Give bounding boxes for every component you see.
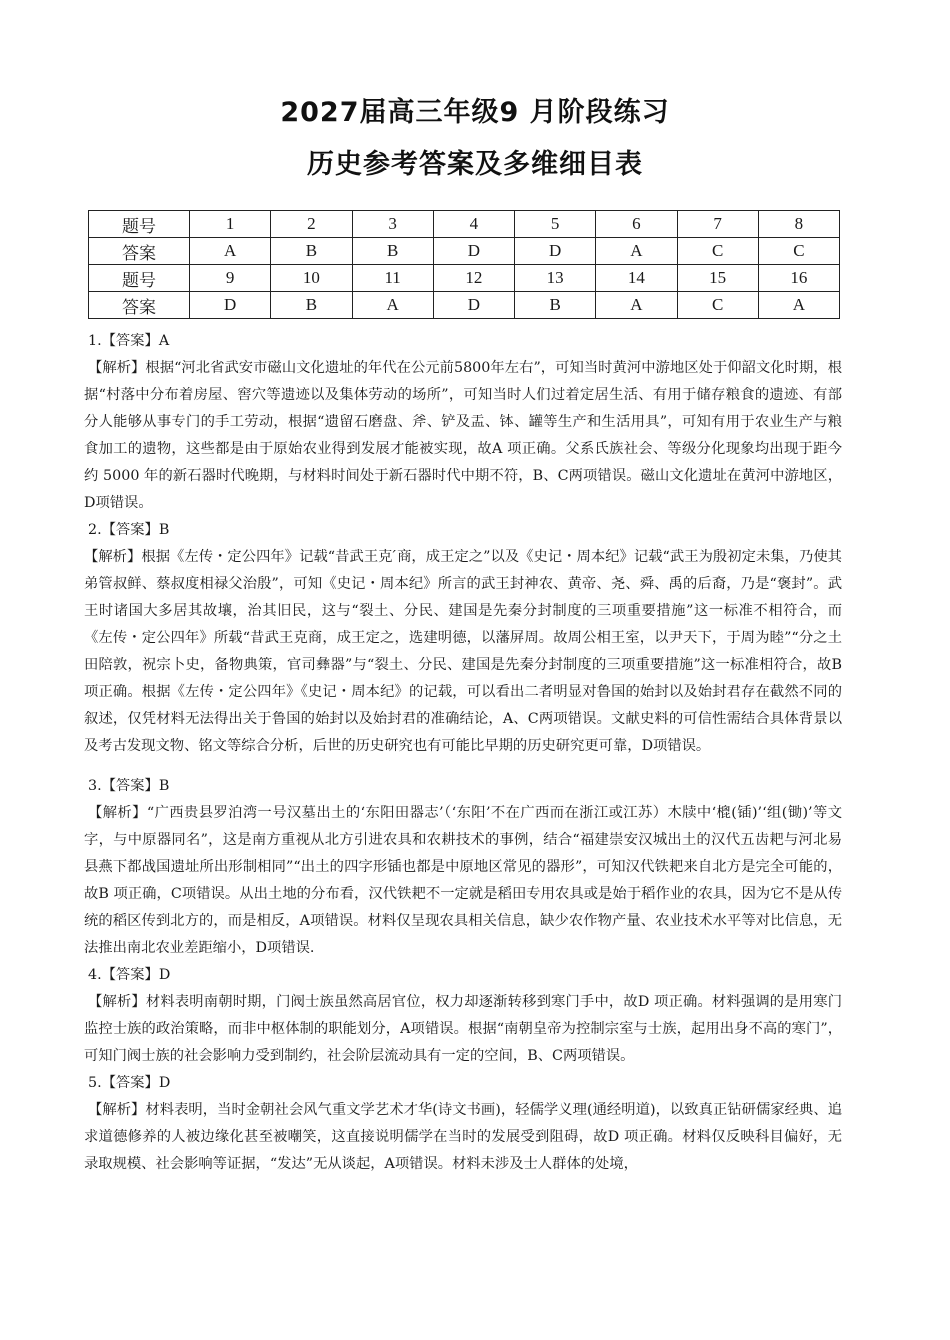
page-title-line2: 历史参考答案及多维细目表 xyxy=(307,149,643,180)
answer-cell: C xyxy=(677,238,758,265)
answer-cell: A xyxy=(596,292,677,319)
question-item-1 xyxy=(84,328,842,517)
question-item-5 xyxy=(84,1070,842,1178)
question-number: 14 xyxy=(596,265,677,292)
question-item-4 xyxy=(84,962,842,1070)
answer-table xyxy=(88,210,840,319)
question-number: 3 xyxy=(352,211,433,238)
answer-cell: C xyxy=(758,238,839,265)
answer-cell: B xyxy=(515,292,596,319)
answer-cell: D xyxy=(433,238,514,265)
question-number: 6 xyxy=(596,211,677,238)
question-number: 5 xyxy=(515,211,596,238)
answer-cell: A xyxy=(190,238,271,265)
table-row xyxy=(89,238,840,265)
explanation-paragraph: 【解析】根据“河北省武安市磁山文化遗址的年代在公元前5800年左右”，可知当时黄河中游地区处于仰韶文化时期，根据“村落中分布着房屋、窖穴等遗迹以及集体劳动的场所”，可知当时人们过着定居生活、有用于储存粮食的遗迹、有部分人能够从事专门的手工劳动，根据“遗留石磨盘、斧、铲及盂、钵、罐等生产和生活用具”，可知有用于农业生产与粮食加工的遗物，这些都是由于原始农业得到发展才能被实现，故A 项正确。父系氏族社会、等级分化现象均出现于距今约 5000 年的新石器时代晚期，与材料时间处于新石器时代中期不符，B、C两项错误。磁山文化遗址在黄河中游地区，D项错误。 xyxy=(84,360,842,511)
question-number: 12 xyxy=(433,265,514,292)
table-row xyxy=(89,211,840,238)
question-label: 题号 xyxy=(89,211,190,238)
answer-explanations xyxy=(84,328,842,1178)
answer-line: 3.【答案】B xyxy=(88,778,170,794)
question-item-3 xyxy=(84,773,842,962)
answer-cell: B xyxy=(271,238,352,265)
section-gap xyxy=(84,760,842,773)
question-number: 7 xyxy=(677,211,758,238)
explanation-paragraph: 【解析】材料表明南朝时期，门阀士族虽然高居官位，权力却逐渐转移到寒门手中，故D 项正确。材料强调的是用寒门监控士族的政治策略，而非中枢体制的职能划分，A项错误。根据“南朝皇帝为控制宗室与士族，起用出身不高的寒门”，可知门阀士族的社会影响力受到制约，社会阶层流动具有一定的空间，B、C两项错误。 xyxy=(84,994,842,1064)
answer-line: 4.【答案】D xyxy=(88,967,171,983)
answer-cell: C xyxy=(677,292,758,319)
answer-label: 答案 xyxy=(89,292,190,319)
question-number: 11 xyxy=(352,265,433,292)
answer-label: 答案 xyxy=(89,238,190,265)
table-row xyxy=(89,292,840,319)
question-number: 15 xyxy=(677,265,758,292)
question-label: 题号 xyxy=(89,265,190,292)
answer-cell: D xyxy=(515,238,596,265)
table-row xyxy=(89,265,840,292)
page-title-line1: 2027届高三年级9 月阶段练习 xyxy=(280,97,670,128)
explanation-paragraph: 【解析】“广西贵县罗泊湾一号汉墓出土的‘东阳田器志’（‘东阳’不在广西而在浙江或江苏）木牍中‘㮰(锸)’‘组(锄)’等文字，与中原器同名”，这是南方重视从北方引进农具和农耕技术的事例，结合“福建崇安汉城出土的汉代五齿耙与河北易县燕下都战国遗址所出形制相同”“出土的四字形锸也都是中原地区常见的器形”，可知汉代铁耙来自北方是完全可能的，故B 项正确，C项错误。从出土地的分布看，汉代铁耙不一定就是稻田专用农具或是始于稻作业的农具，因为它不是从传统的稻区传到北方的，而是相反，A项错误。材料仅呈现农具相关信息，缺少农作物产量、农业技术水平等对比信息，无法推出南北农业差距缩小，D项错误. xyxy=(84,805,842,956)
question-number: 1 xyxy=(190,211,271,238)
answer-cell: D xyxy=(433,292,514,319)
answer-cell: A xyxy=(596,238,677,265)
answer-line: 1.【答案】A xyxy=(88,333,170,349)
answer-line: 5.【答案】D xyxy=(88,1075,171,1091)
question-number: 10 xyxy=(271,265,352,292)
question-number: 13 xyxy=(515,265,596,292)
question-number: 2 xyxy=(271,211,352,238)
question-number: 4 xyxy=(433,211,514,238)
question-number: 16 xyxy=(758,265,839,292)
question-number: 9 xyxy=(190,265,271,292)
explanation-paragraph: 【解析】根据《左传・定公四年》记载“昔武王克 ́商，成王定之”以及《史记・周本纪》记载“武王为殷初定未集，乃使其弟管叔鲜、蔡叔度相禄父治殷”，可知《史记・周本纪》所言的武王封神农、黄帝、尧、舜、禹的后裔，乃是“褒封”。武王时诸国大多居其故壤，治其旧民，这与“裂土、分民、建国是先秦分封制度的三项重要措施”这一标准不相符合，而《左传・定公四年》所载“昔武王克商，成王定之，选建明德，以藩屏周。故周公相王室，以尹天下，于周为睦”“分之土田陪敦，祝宗卜史，备物典策，官司彝器”与“裂土、分民、建国是先秦分封制度的三项重要措施”这一标准相符合，故B项正确。根据《左传・定公四年》《史记・周本纪》的记载，可以看出二者明显对鲁国的始封以及始封君存在截然不同的叙述，仅凭材料无法得出关于鲁国的始封以及始封君的准确结论，A、C两项错误。文献史料的可信性需结合具体背景以及考古发现文物、铭文等综合分析，后世的历史研究也有可能比早期的历史研究更可靠，D项错误。 xyxy=(84,549,842,754)
question-number: 8 xyxy=(758,211,839,238)
explanation-paragraph: 【解析】材料表明，当时金朝社会风气重文学艺术才华(诗文书画)，轻儒学义理(通经明道)，以致真正钻研儒家经典、追求道德修养的人被边缘化甚至被嘲笑，这直接说明儒学在当时的发展受到阻碍，故D 项正确。材料仅反映科目偏好，无录取规模、社会影响等证据，“发达”无从谈起，A项错误。材料未涉及士人群体的处境， xyxy=(84,1102,842,1172)
answer-line: 2.【答案】B xyxy=(88,522,170,538)
answer-cell: D xyxy=(190,292,271,319)
answer-cell: A xyxy=(352,292,433,319)
answer-cell: B xyxy=(271,292,352,319)
question-item-2 xyxy=(84,517,842,760)
answer-cell: B xyxy=(352,238,433,265)
answer-cell: A xyxy=(758,292,839,319)
